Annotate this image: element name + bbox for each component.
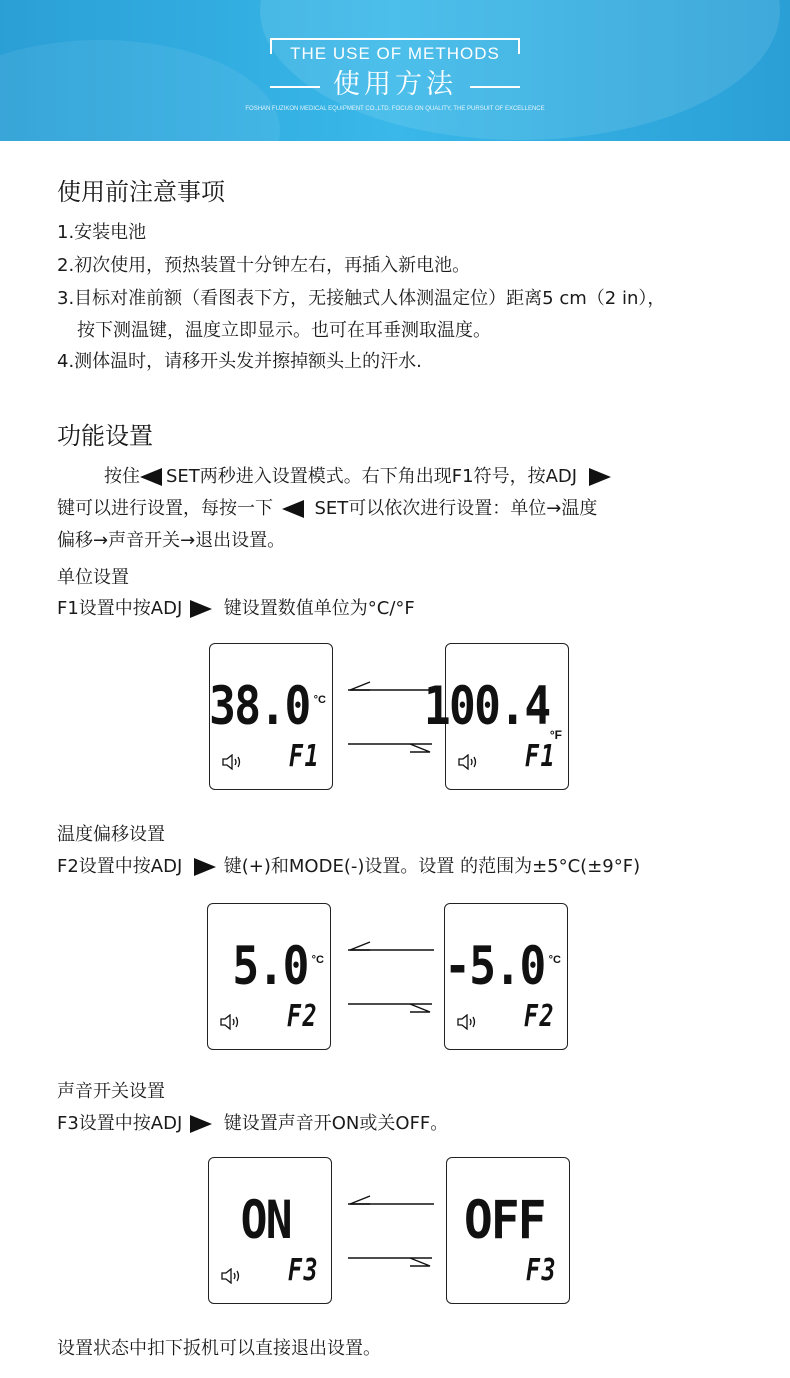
right-triangle-icon <box>188 857 218 877</box>
intro-text: SET可以依次进行设置：单位→温度 <box>314 498 598 519</box>
lcd-display-sound-on <box>208 1157 332 1304</box>
intro-line-2 <box>57 494 597 520</box>
left-triangle-icon <box>140 467 166 487</box>
lcd-function-code: F1 <box>524 739 556 774</box>
unit-setting-desc <box>57 594 415 620</box>
lcd-function-code: F2 <box>523 999 555 1034</box>
lcd-unit: °C <box>311 954 324 966</box>
lcd-function-code: F3 <box>287 1253 319 1288</box>
lcd-unit: °F <box>549 728 562 742</box>
function-heading: 功能设置 <box>57 422 153 450</box>
precaution-item: 2.初次使用，预热装置十分钟左右，再插入新电池。 <box>57 255 471 276</box>
lcd-unit: °C <box>313 694 326 706</box>
desc-text: 键(+)和MODE(-)设置。设置 的范围为±5°C(±9°F) <box>223 856 641 877</box>
banner-title-en: THE USE OF METHODS <box>290 44 500 63</box>
toggle-arrows-icon <box>344 678 436 758</box>
left-triangle-icon <box>279 499 309 519</box>
lcd-unit: °C <box>548 954 561 966</box>
intro-text: 键可以进行设置，每按一下 <box>57 498 273 519</box>
right-triangle-icon <box>188 599 218 619</box>
banner-title-zh: 使用方法 <box>333 69 457 100</box>
lcd-function-code: F2 <box>286 999 318 1034</box>
lcd-reading: 100.4 <box>424 676 550 737</box>
right-triangle-icon <box>188 1114 218 1134</box>
banner-line-top <box>270 38 520 40</box>
right-triangle-icon <box>583 467 613 487</box>
lcd-reading: -5.0 <box>444 936 545 997</box>
lcd-display-offset-negative <box>444 903 568 1050</box>
precaution-item: 1.安装电池 <box>57 222 147 243</box>
banner-tagline: FOSHAN FUZIKON MEDICAL EQUIPMENT CO.,LTD. FOCUS ON QUALITY, THE PURSUIT OF EXCELLENCE <box>245 106 545 112</box>
desc-text: 键设置声音开ON或关OFF。 <box>223 1113 449 1134</box>
sound-setting-title: 声音开关设置 <box>57 1081 165 1102</box>
speaker-icon <box>220 1014 242 1030</box>
header-banner <box>0 0 790 141</box>
lcd-reading: OFF <box>464 1190 545 1251</box>
sound-setting-desc <box>57 1109 448 1135</box>
toggle-arrows-icon <box>344 1192 436 1272</box>
desc-text: F1设置中按ADJ <box>57 598 183 619</box>
intro-text: SET两秒进入设置模式。右下角出现F1符号，按ADJ <box>166 466 578 487</box>
desc-text: F3设置中按ADJ <box>57 1113 183 1134</box>
lcd-display-celsius <box>209 643 333 790</box>
speaker-icon <box>457 1014 479 1030</box>
precaution-item: 3.目标对准前额（看图表下方，无接触式人体测温定位）距离5 cm（2 in）， <box>57 288 666 309</box>
lcd-reading: 5.0 <box>232 936 308 997</box>
lcd-function-code: F3 <box>525 1253 557 1288</box>
desc-text: 键设置数值单位为°C/°F <box>223 598 415 619</box>
intro-line-1 <box>104 462 613 488</box>
unit-setting-title: 单位设置 <box>57 567 129 588</box>
desc-text: F2设置中按ADJ <box>57 856 183 877</box>
lcd-display-sound-off <box>446 1157 570 1304</box>
speaker-icon <box>222 754 244 770</box>
speaker-icon <box>221 1268 243 1284</box>
lcd-reading: ON <box>240 1190 291 1251</box>
intro-text: 按住 <box>104 466 140 487</box>
toggle-arrows-icon <box>344 938 436 1018</box>
offset-setting-desc <box>57 852 640 878</box>
lcd-function-code: F1 <box>288 739 320 774</box>
precautions-heading: 使用前注意事项 <box>57 178 225 206</box>
lcd-display-offset-positive <box>207 903 331 1050</box>
lcd-reading: 38.0 <box>209 676 310 737</box>
precaution-item: 4.测体温时，请移开头发并擦掉额头上的汗水. <box>57 351 422 372</box>
speaker-icon <box>458 754 480 770</box>
precaution-item: 按下测温键，温度立即显示。也可在耳垂测取温度。 <box>77 320 491 341</box>
exit-note: 设置状态中扣下扳机可以直接退出设置。 <box>57 1338 381 1359</box>
lcd-display-fahrenheit <box>424 643 569 790</box>
intro-line-3: 偏移→声音开关→退出设置。 <box>57 530 286 551</box>
offset-setting-title: 温度偏移设置 <box>57 824 165 845</box>
